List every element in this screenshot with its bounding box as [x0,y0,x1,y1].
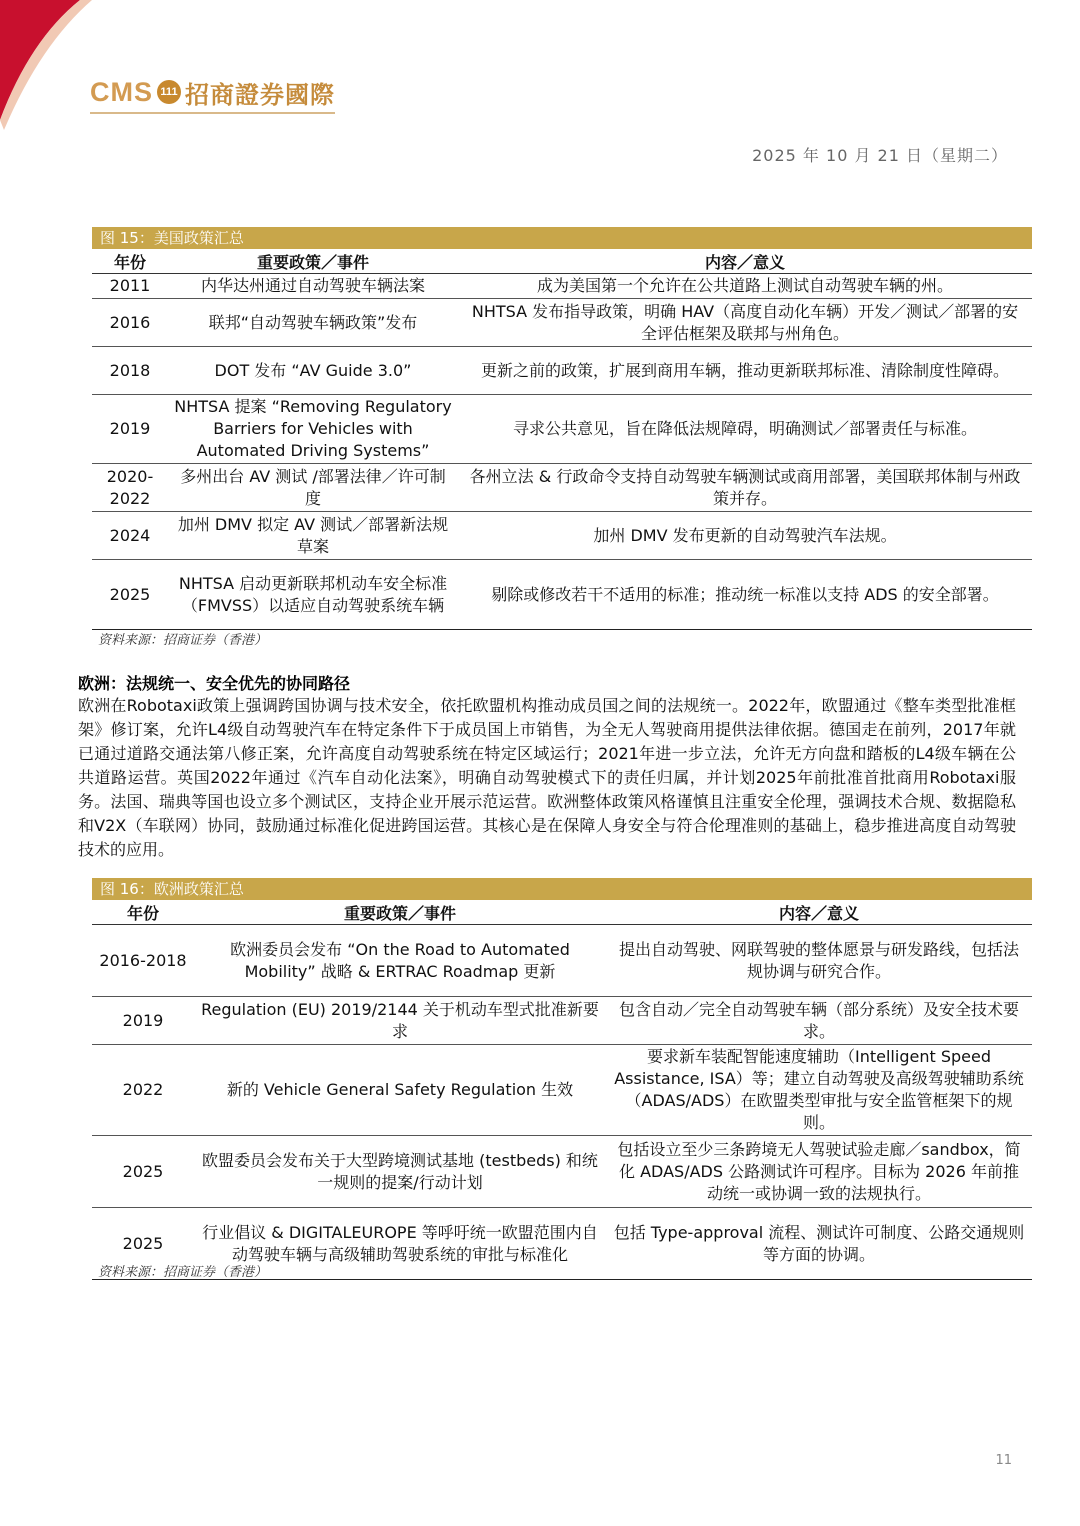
cell-year: 2025 [92,560,168,630]
cell-policy: 欧盟委员会发布关于大型跨境测试基地 (testbeds) 和统一规则的提案/行动计划 [194,1136,606,1208]
cell-policy: 新的 Vehicle General Safety Regulation 生效 [194,1045,606,1136]
col-policy: 重要政策／事件 [194,900,606,925]
report-date: 2025 年 10 月 21 日（星期二） [752,146,1008,165]
logo-latin: CMS [90,76,153,107]
col-policy: 重要政策／事件 [168,249,458,274]
table-row [92,997,1032,1045]
cell-year: 2011 [92,274,168,299]
cell-year: 2025 [92,1208,194,1280]
table-row [92,347,1032,395]
table-row [92,1045,1032,1136]
col-meaning: 内容／意义 [606,900,1032,925]
cell-meaning: 包括设立至少三条跨境无人驾驶试验走廊／sandbox，简化 ADAS/ADS 公路测试许可程序。目标为 2026 年前推动统一或协调一致的法规执行。 [606,1136,1032,1208]
cell-meaning: 成为美国第一个允许在公共道路上测试自动驾驶车辆的州。 [458,274,1032,299]
page-number: 11 [995,1453,1012,1468]
cell-meaning: 剔除或修改若干不适用的标准；推动统一标准以支持 ADS 的安全部署。 [458,560,1032,630]
cell-policy: 欧洲委员会发布 “On the Road to Automated Mobility” 战略 & ERTRAC Roadmap 更新 [194,925,606,997]
section-heading: 欧洲：法规统一、安全优先的协同路径 [78,674,351,693]
table-row [92,274,1032,299]
table-row [92,512,1032,560]
cell-year: 2020-2022 [92,464,168,512]
cell-year: 2019 [92,395,168,464]
cell-meaning: NHTSA 发布指导政策，明确 HAV（高度自动化车辆）开发／测试／部署的安全评估框架及联邦与州角色。 [458,299,1032,347]
cell-year: 2018 [92,347,168,395]
cell-policy: NHTSA 启动更新联邦机动车安全标准（FMVSS）以适应自动驾驶系统车辆 [168,560,458,630]
table-row [92,299,1032,347]
cell-year: 2016-2018 [92,925,194,997]
cell-policy: 行业倡议 & DIGITALEUROPE 等呼吁统一欧盟范围内自动驾驶车辆与高级辅助驾驶系统的审批与标准化 [194,1208,606,1280]
cell-year: 2025 [92,1136,194,1208]
cell-year: 2024 [92,512,168,560]
us-policy-table [92,249,1032,630]
col-year: 年份 [92,249,168,274]
cell-meaning: 包括 Type-approval 流程、测试许可制度、公路交通规则等方面的协调。 [606,1208,1032,1280]
cell-policy: 内华达州通过自动驾驶车辆法案 [168,274,458,299]
table-row [92,560,1032,630]
cell-policy: DOT 发布 “AV Guide 3.0” [168,347,458,395]
cell-meaning: 要求新车装配智能速度辅助（Intelligent Speed Assistance, ISA）等；建立自动驾驶及高级驾驶辅助系统（ADAS/ADS）在欧盟类型审批与安全监管框架下的规则。 [606,1045,1032,1136]
cell-meaning: 加州 DMV 发布更新的自动驾驶汽车法规。 [458,512,1032,560]
cell-meaning: 各州立法 & 行政命令支持自动驾驶车辆测试或商用部署，美国联邦体制与州政策并存。 [458,464,1032,512]
cell-year: 2022 [92,1045,194,1136]
cell-policy: 联邦“自动驾驶车辆政策”发布 [168,299,458,347]
europe-paragraph: 欧洲在Robotaxi政策上强调跨国协调与技术安全，依托欧盟机构推动成员国之间的法规统一。2022年，欧盟通过《整车类型批准框架》修订案，允许L4级自动驾驶汽车在特定条件下于成员国上市销售，为全无人驾驶商用提供法律依据。德国走在前列，2017年就已通过道路交通法第八修正案，允许高度自动驾驶系统在特定区域运行；2021年进一步立法，允许无方向盘和踏板的L4级车辆在公共道路运营。英国2022年通过《汽车自动化法案》，明确自动驾驶模式下的责任归属，并计划2025年前批准首批商用Robotaxi服务。法国、瑞典等国也设立多个测试区，支持企业开展示范运营。欧洲整体政策风格谨慎且注重安全伦理，强调技术合规、数据隐私和V2X（车联网）协同，鼓励通过标准化促进跨国运营。其核心是在保障人身安全与符合伦理准则的基础上，稳步推进高度自动驾驶技术的应用。 [78,696,1016,859]
table-row [92,925,1032,997]
cell-policy: Regulation (EU) 2019/2144 关于机动车型式批准新要求 [194,997,606,1045]
company-logo [90,74,335,114]
cell-year: 2016 [92,299,168,347]
cell-policy: 多州出台 AV 测试 /部署法律／许可制度 [168,464,458,512]
eu-policy-table [92,900,1032,1280]
cell-policy: 加州 DMV 拟定 AV 测试／部署新法规草案 [168,512,458,560]
cell-meaning: 更新之前的政策，扩展到商用车辆，推动更新联邦标准、清除制度性障碍。 [458,347,1032,395]
corner-decoration [0,0,140,140]
table-row [92,1136,1032,1208]
cell-policy: NHTSA 提案 “Removing Regulatory Barriers for Vehicles with Automated Driving Systems” [168,395,458,464]
table-row [92,395,1032,464]
fig15-source: 资料来源：招商证券（香港） [98,633,268,648]
fig15-title: 图 15：美国政策汇总 [92,227,1032,249]
logo-badge-icon: 111 [157,80,181,104]
fig16-source: 资料来源：招商证券（香港） [98,1265,268,1280]
table-header-row [92,900,1032,925]
table-header-row [92,249,1032,274]
logo-chinese: 招商證券國際 [185,80,335,109]
fig16-title: 图 16：欧洲政策汇总 [92,878,1032,900]
table-row [92,464,1032,512]
cell-meaning: 寻求公共意见，旨在降低法规障碍，明确测试／部署责任与标准。 [458,395,1032,464]
cell-meaning: 提出自动驾驶、网联驾驶的整体愿景与研发路线，包括法规协调与研究合作。 [606,925,1032,997]
col-meaning: 内容／意义 [458,249,1032,274]
col-year: 年份 [92,900,194,925]
cell-year: 2019 [92,997,194,1045]
cell-meaning: 包含自动／完全自动驾驶车辆（部分系统）及安全技术要求。 [606,997,1032,1045]
